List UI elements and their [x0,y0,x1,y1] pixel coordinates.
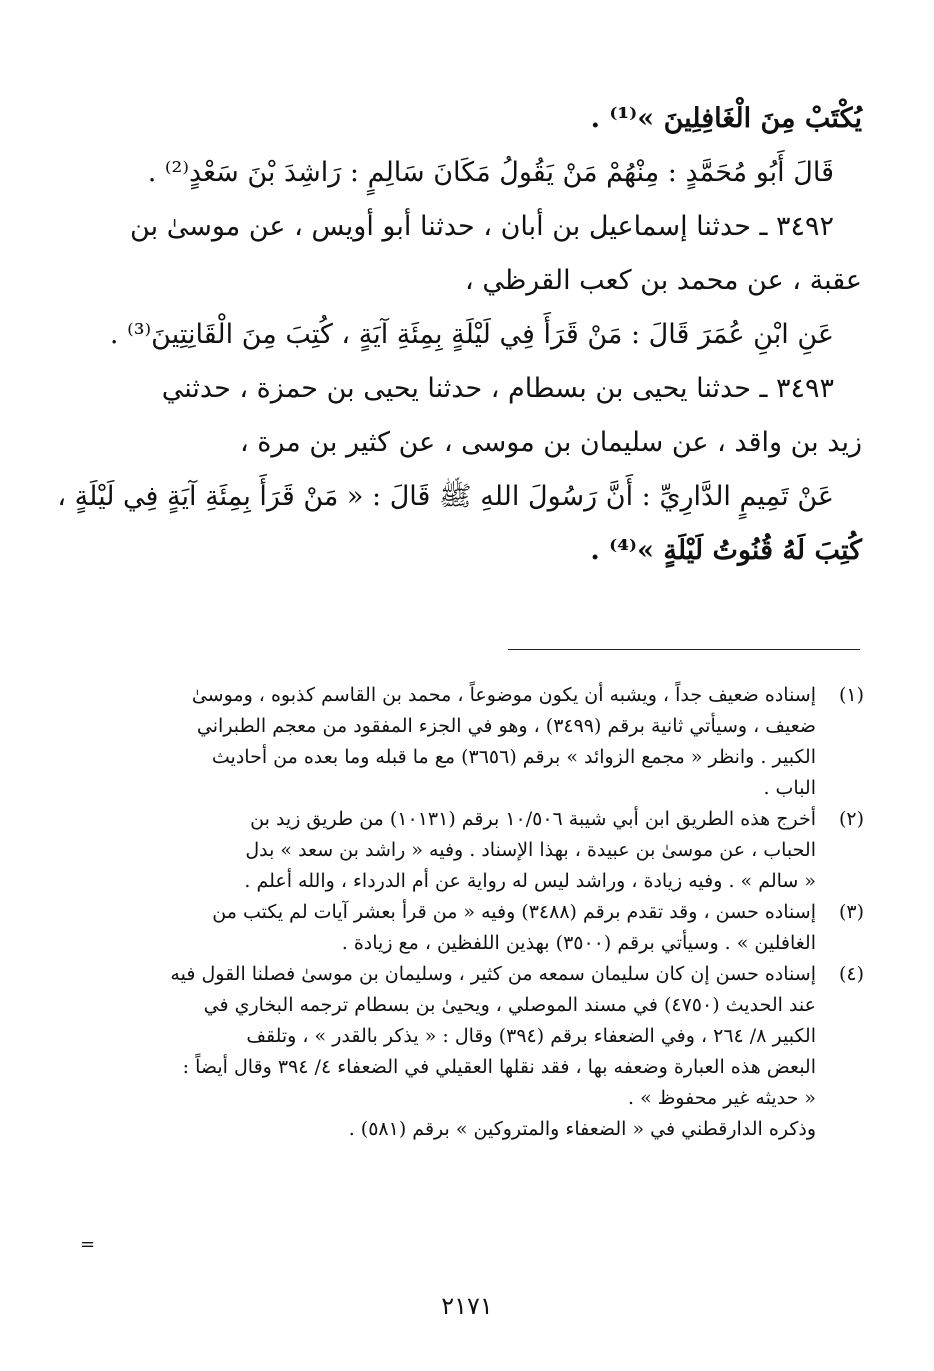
footnote-line: إسناده حسن إن كان سليمان سمعه من كثير ، وسليمان بن موسىٰ فصلنا القول فيه [170,963,816,985]
footnote-1 [86,680,864,804]
text-line: عقبة ، عن محمد بن كعب القرظي ، [465,265,862,296]
text-line: كُتِبَ لَهُ قُنُوتُ لَيْلَةٍ »⁽⁴⁾ . [590,535,862,566]
text-line: عَنِ ابْنِ عُمَرَ قَالَ : مَنْ قَرَأَ فِي لَيْلَةٍ بِمِئَةِ آيَةٍ ، كُتِبَ مِنَ الْقَانِتِينَ⁽³⁾ . [109,319,834,350]
text-line: عَنْ تَمِيمٍ الدَّارِيِّ : أَنَّ رَسُولَ اللهِ ﷺ قَالَ : « مَنْ قَرَأَ بِمِئَةِ آيَةٍ فِي لَيْلَةٍ ، [57,481,834,512]
footnote-number: (١) [838,684,864,706]
text-line: زيد بن واقد ، عن سليمان بن موسى ، عن كثير بن مرة ، [239,427,862,458]
footnote-line: البعض هذه العبارة وضعفه بها ، فقد نقلها العقيلي في الضعفاء ٤/ ٣٩٤ وقال أيضاً : [182,1056,816,1078]
footnote-4 [86,959,864,1114]
footnote-line: الغافلين » . وسيأتي برقم (٣٥٠٠) بهذين اللفظين ، مع زيادة . [341,932,816,954]
footnote-2 [86,804,864,897]
footnote-line: « سالم » . وفيه زيادة ، وراشد ليس له رواية عن أم الدرداء ، والله أعلم . [244,870,816,892]
main-text [57,92,862,578]
footnote-line: الكبير ٨/ ٢٦٤ ، وفي الضعفاء برقم (٣٩٤) وقال : « يذكر بالقدر » ، وتلقف [246,1025,816,1047]
page-number: ٢١٧١ [441,1292,493,1320]
hadith-3493-line: ٣٤٩٣ ـ حدثنا يحيى بن بسطام ، حدثنا يحيى بن حمزة ، حدثني [161,373,834,404]
footnote-3 [86,897,864,959]
footnote-number: (٣) [838,901,864,923]
footnote-line: الكبير . وانظر « مجمع الزوائد » برقم (٣٦٥٦) مع ما قبله وما بعده من أحاديث [211,746,816,768]
footnote-line: ضعيف ، وسيأتي ثانية برقم (٣٤٩٩) ، وهو في الجزء المفقود من معجم الطبراني [196,715,816,737]
footnote-line: الباب . [763,777,816,799]
footnote-continuation: وذكره الدارقطني في « الضعفاء والمتروكين » برقم (٥٨١) . [348,1118,816,1140]
text-line: قَالَ أَبُو مُحَمَّدٍ : مِنْهُمْ مَنْ يَقُولُ مَكَانَ سَالِمٍ : رَاشِدَ بْنَ سَعْدٍ⁽²⁾ . [147,157,834,188]
footnote-line: إسناده ضعيف جداً ، ويشبه أن يكون موضوعاً ، محمد بن القاسم كذبوه ، وموسىٰ [191,684,816,706]
continuation-mark: = [80,1234,96,1255]
footnotes [86,680,864,1145]
footnote-line: « حديثه غير محفوظ » . [627,1087,816,1109]
hadith-3492-line: ٣٤٩٢ ـ حدثنا إسماعيل بن أبان ، حدثنا أبو أويس ، عن موسىٰ بن [130,211,834,242]
footnote-line: أخرج هذه الطريق ابن أبي شيبة ١٠/٥٠٦ برقم (١٠١٣١) من طريق زيد بن [250,808,816,830]
footnote-line: عند الحديث (٤٧٥٠) في مسند الموصلي ، ويحيىٰ بن بسطام ترجمه البخاري في [203,994,816,1016]
text-line: يُكْتَبْ مِنَ الْغَافِلِينَ »⁽¹⁾ . [590,103,862,134]
footnote-line: الحباب ، عن موسىٰ بن عبيدة ، بهذا الإسناد . وفيه « راشد بن سعد » بدل [245,839,816,861]
footnote-number: (٤) [838,963,864,985]
footnote-line: إسناده حسن ، وقد تقدم برقم (٣٤٨٨) وفيه « من قرأ بعشر آيات لم يكتب من [212,901,816,923]
footnote-separator [508,649,860,650]
footnote-number: (٢) [838,808,864,830]
